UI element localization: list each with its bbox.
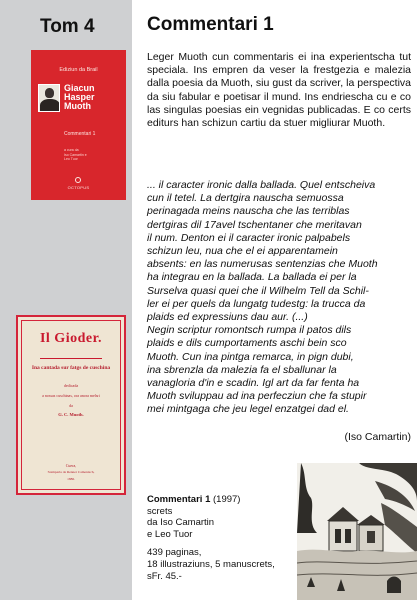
quote-line: plaids e dils cumportaments aschi bein sco <box>147 337 347 350</box>
quote-line: ina sbrenzla da malezia fa el sballunar la <box>147 363 337 376</box>
quote-line: Surselva quasi quei che il Wilhelm Tell da Schil- <box>147 284 369 297</box>
quote-line: il num. Denton ei il caracter ironic palpabels <box>147 231 351 244</box>
page-title: Commentari 1 <box>147 14 274 35</box>
gioder-divider <box>40 358 102 359</box>
quote-line: Negin scriptur romontsch rumpa il patos dils <box>147 324 352 337</box>
book-info-line: 439 paginas, <box>147 547 202 559</box>
gioder-da: da <box>69 403 73 408</box>
gioder-printer: Stamparia da Renner Camenisch, <box>47 470 95 474</box>
gioder-place: Cuera, <box>65 463 77 468</box>
cover-editors: a cura da Iso Camartin e Leo Tuor <box>64 148 87 161</box>
chapel-engraving-image <box>297 463 417 600</box>
gioder-subtitle: Ina cantada sur fatgs de cuschina <box>31 365 111 371</box>
quote-attribution: (Iso Camartin) <box>344 431 411 443</box>
gioder-dedication-line: a nossas cuschinas, ora anora melsri <box>42 393 100 398</box>
book-info-line: screts <box>147 505 173 517</box>
gioder-title: Il Gioder. <box>39 331 103 346</box>
book-info-line: 18 illustraziuns, 5 manuscrets, <box>147 558 275 570</box>
quote-line: ha integrau en la ballada. La ballada ei per la <box>147 271 357 284</box>
quote-line: dertgiras dil 17avel tschentaner che meritavan <box>147 218 362 231</box>
cover-edition-label: Ediziun da Brail <box>59 67 98 73</box>
quote-line: mei mintgaga che jeu legel enzatgei dad el. <box>147 403 349 416</box>
gioder-author: G. C. Muoth. <box>58 412 84 417</box>
quote-line: absents: en las numerusas sentenzias che Muoth <box>147 258 378 271</box>
book-info-title: Commentari 1 <box>147 494 211 505</box>
volume-label: Tom 4 <box>40 16 95 37</box>
book-info-line: da Iso Camartin <box>147 517 215 529</box>
quote-line: ... il caracter ironic dalla ballada. Quel entscheiva <box>147 179 376 191</box>
gioder-dedication: dedicada <box>63 383 79 388</box>
quote-line: Muoth. Cun ina pintga remarca, in pign dubi, <box>147 350 354 363</box>
book-info-line: e Leo Tuor <box>147 528 193 540</box>
author-portrait-image <box>38 84 60 112</box>
book-cover-commentari <box>31 50 126 200</box>
quote-line: schizun leu, nua che el ei apparentamein <box>147 245 338 258</box>
book-info-year: (1997) <box>213 494 241 505</box>
quote-line: cun il tetel. La dertgira nauscha semuossa <box>147 192 344 205</box>
quote-line: perinagada meins nauscha che las terriblas <box>147 205 350 218</box>
quote-line: ler ei per quels da lungatg tudestg: la trucca da <box>147 297 366 310</box>
quote-line: vanagloria d'in e scadin. Igl art da far fenta ha <box>147 377 360 390</box>
quote-line: Muoth sviluppau ad ina perfecziun che fa stupir <box>147 390 367 403</box>
intro-paragraph: Leger Muoth cun commentaris ei ina experientscha tut speciala. Ins empren da veser la frestgezia e malezia dalla poesia da Muoth, siu gust da scriver, la perspectiva da siu fabular e poetisar il mund. Ins endriescha cu e co las singulas poesias ein vegnidas publicadas. E co certs editurs han schizun cartiu da stuer migliurar Muoth. <box>147 51 411 130</box>
cover-series-label: Commentari 1 <box>64 131 96 137</box>
gioder-year: 1886. <box>67 477 75 481</box>
book-info-block <box>147 494 287 582</box>
engraving-illustration <box>297 463 417 600</box>
publisher-logo-icon <box>75 177 81 183</box>
review-quote <box>147 179 411 417</box>
cover-author-name: Giacun Hasper Muoth <box>64 83 95 111</box>
book-info-line: sFr. 45.- <box>147 570 182 582</box>
book-cover-il-gioder <box>16 315 126 495</box>
quote-line: plaids ed expressiuns dau aur. (...) <box>147 311 308 324</box>
cover-publisher: OCTOPUS <box>67 185 90 190</box>
